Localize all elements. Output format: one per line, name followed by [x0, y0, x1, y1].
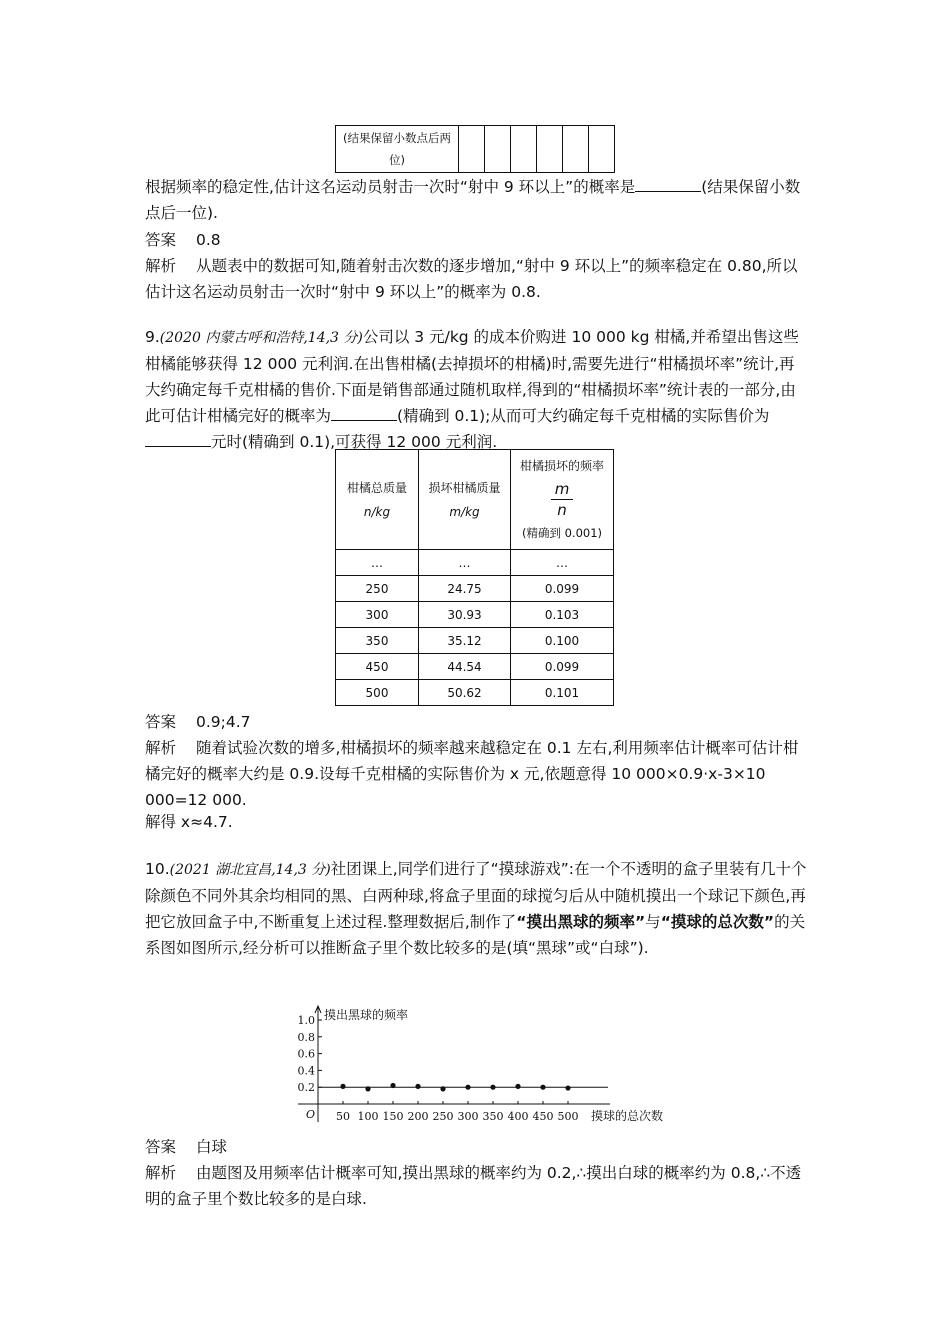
q8-table-cell: [485, 126, 511, 173]
q10-bold1: “摸出黑球的频率”: [516, 913, 646, 931]
chart-axes: [298, 1006, 663, 1123]
q10-text2: 与: [645, 913, 661, 931]
y-tick-label: 0.4: [297, 1064, 315, 1078]
table-cell: 450: [336, 654, 419, 680]
y-axis-label: 摸出黑球的频率: [324, 1008, 409, 1022]
q9-solve: 解得 x≈4.7.: [145, 813, 233, 831]
q8-question-text: [145, 174, 807, 226]
q10-analysis: [145, 1160, 807, 1212]
q9-col3-header: [511, 450, 614, 550]
question-number: 10.: [145, 860, 170, 878]
table-cell: 300: [336, 602, 419, 628]
table-cell: …: [511, 550, 614, 576]
table-cell: 250: [336, 576, 419, 602]
q9-analysis: [145, 735, 807, 813]
col-title: 柑橘总质量: [346, 480, 407, 495]
q9-col1-header: [336, 450, 419, 550]
x-tick-label: 150: [382, 1110, 404, 1123]
q9-table: [335, 449, 614, 706]
y-tick-label: 0.8: [297, 1030, 315, 1044]
question-source: (2020 内蒙古呼和浩特,14,3 分): [159, 330, 363, 346]
q10-text3: 的关系图如图所示,经分析可以推断盒子里个数比较多的是: [145, 913, 806, 957]
chart-ticks: [298, 1014, 579, 1123]
col-title: 柑橘损坏的频率: [519, 459, 604, 473]
x-tick-label: 200: [407, 1110, 429, 1123]
q10-text4: (填“黑球”或“白球”).: [506, 939, 649, 957]
q9-table-body: [336, 550, 614, 706]
x-tick-label: 400: [507, 1110, 529, 1123]
q10-answer: [145, 1134, 807, 1160]
q8-text-before: 根据频率的稳定性,估计这名运动员射击一次时“射中 9 环以上”的概率是: [145, 178, 636, 196]
x-tick-label: 50: [336, 1110, 350, 1123]
data-point: [490, 1085, 495, 1090]
q8-table-cell: [563, 126, 589, 173]
answer-value: 白球: [196, 1138, 228, 1156]
data-point: [390, 1083, 395, 1088]
frequency-chart: [290, 1005, 670, 1130]
q8-table-cell: [511, 126, 537, 173]
analysis-label: 解析: [145, 739, 177, 757]
analysis-text: 由题图及用频率估计概率可知,摸出黑球的概率约为 0.2,∴摸出白球的概率约为 0.8,∴不透明的盒子里个数比较多的是白球.: [145, 1164, 802, 1208]
table-cell: …: [419, 550, 511, 576]
x-axis-label: 摸球的总次数: [591, 1109, 664, 1123]
question-source: (2021 湖北宜昌,14,3 分): [169, 862, 331, 878]
answer-blank: [635, 177, 701, 192]
y-tick-label: 0.6: [297, 1047, 315, 1061]
col-unit: m/kg: [449, 504, 480, 519]
answer-label: 答案: [145, 231, 177, 249]
data-point: [540, 1085, 545, 1090]
q8-table-cell: [589, 126, 615, 173]
x-tick-label: 450: [532, 1110, 554, 1123]
table-row: [336, 602, 614, 628]
origin-label: O: [306, 1108, 316, 1121]
table-row: [336, 654, 614, 680]
q8-analysis: [145, 253, 807, 305]
table-cell: 30.93: [419, 602, 511, 628]
table-cell: 50.62: [419, 680, 511, 706]
table-cell: 24.75: [419, 576, 511, 602]
q8-answer: [145, 227, 807, 253]
analysis-label: 解析: [145, 1164, 177, 1182]
answer-blank: [331, 406, 397, 421]
table-cell: …: [336, 550, 419, 576]
q8-text-after: (结果保留小数点后一位).: [145, 178, 801, 222]
data-point: [365, 1086, 370, 1091]
data-point: [515, 1084, 520, 1089]
table-cell: 500: [336, 680, 419, 706]
x-tick-label: 300: [457, 1110, 479, 1123]
question-number: 9.: [145, 328, 160, 346]
q9-col2-header: [419, 450, 511, 550]
q10-question-text: [145, 856, 807, 961]
table-cell: 350: [336, 628, 419, 654]
table-row: [336, 628, 614, 654]
q8-table-first-cell: (结果保留小数点后两位): [336, 126, 459, 173]
y-tick-label: 1.0: [297, 1014, 315, 1027]
data-point: [340, 1084, 345, 1089]
col-title: 损坏柑橘质量: [428, 480, 501, 495]
data-point: [465, 1085, 470, 1090]
table-row: [336, 680, 614, 706]
table-cell: 44.54: [419, 654, 511, 680]
table-cell: 0.099: [511, 654, 614, 680]
table-cell: 0.100: [511, 628, 614, 654]
table-cell: 35.12: [419, 628, 511, 654]
x-tick-label: 350: [482, 1110, 504, 1123]
table-row: [336, 576, 614, 602]
x-tick-label: 250: [432, 1110, 454, 1123]
q9-text3: 元时(精确到 0.1),可获得 12 000 元利润.: [211, 433, 498, 451]
table-row: [336, 550, 614, 576]
q9-text2: (精确到 0.1);从而可大约确定每千克柑橘的实际售价为: [397, 407, 770, 425]
answer-label: 答案: [145, 713, 177, 731]
answer-value: 0.8: [196, 231, 221, 249]
q9-answer: [145, 709, 807, 735]
col-note: (精确到 0.001): [521, 526, 603, 540]
y-tick-label: 0.2: [297, 1081, 315, 1095]
fraction-numerator: m: [551, 479, 574, 500]
q9-question-text: [145, 324, 807, 455]
table-cell: 0.101: [511, 680, 614, 706]
answer-blank: [145, 432, 211, 447]
answer-value: 0.9;4.7: [196, 713, 251, 731]
q8-table-cell: [537, 126, 563, 173]
q8-table-cell: [459, 126, 485, 173]
fraction: [551, 479, 574, 520]
answer-label: 答案: [145, 1138, 177, 1156]
analysis-text: 随着试验次数的增多,柑橘损坏的频率越来越稳定在 0.1 左右,利用频率估计概率可估计柑橘完好的概率大约是 0.9.设每千克柑橘的实际售价为 x 元,依题意得 10 000×0.9·x-3×10 000=12 000.: [145, 739, 799, 809]
analysis-text: 从题表中的数据可知,随着射击次数的逐步增加,“射中 9 环以上”的频率稳定在 0.80,所以估计这名运动员射击一次时“射中 9 环以上”的概率为 0.8.: [145, 257, 798, 301]
analysis-label: 解析: [145, 257, 177, 275]
fraction-denominator: n: [557, 501, 567, 519]
data-point: [415, 1084, 420, 1089]
col-unit: n/kg: [363, 504, 391, 519]
x-tick-label: 500: [557, 1110, 579, 1123]
q9-text1: 公司以 3 元/kg 的成本价购进 10 000 kg 柑橘,并希望出售这些柑橘能够获得 12 000 元利润.在出售柑橘(去掉损坏的柑橘)时,需要先进行“柑橘损坏率”统计,再大约确定每千克柑橘的售价.下面是销售部通过随机取样,得到的“柑橘损坏率”统计表的一部分,由此可估计柑橘完好的概率为: [145, 328, 799, 425]
data-point: [565, 1085, 570, 1090]
table-cell: 0.099: [511, 576, 614, 602]
q10-bold2: “摸球的总次数”: [660, 913, 775, 931]
q8-table: [335, 125, 615, 173]
q10-text1: 社团课上,同学们进行了“摸球游戏”:在一个不透明的盒子里装有几十个除颜色不同外其余均相同的黑、白两种球,将盒子里面的球搅匀后从中随机摸出一个球记下颜色,再把它放回盒子中,不断重复上述过程.整理数据后,制作了: [145, 860, 807, 931]
table-cell: 0.103: [511, 602, 614, 628]
x-tick-label: 100: [357, 1110, 379, 1123]
data-point: [440, 1086, 445, 1091]
